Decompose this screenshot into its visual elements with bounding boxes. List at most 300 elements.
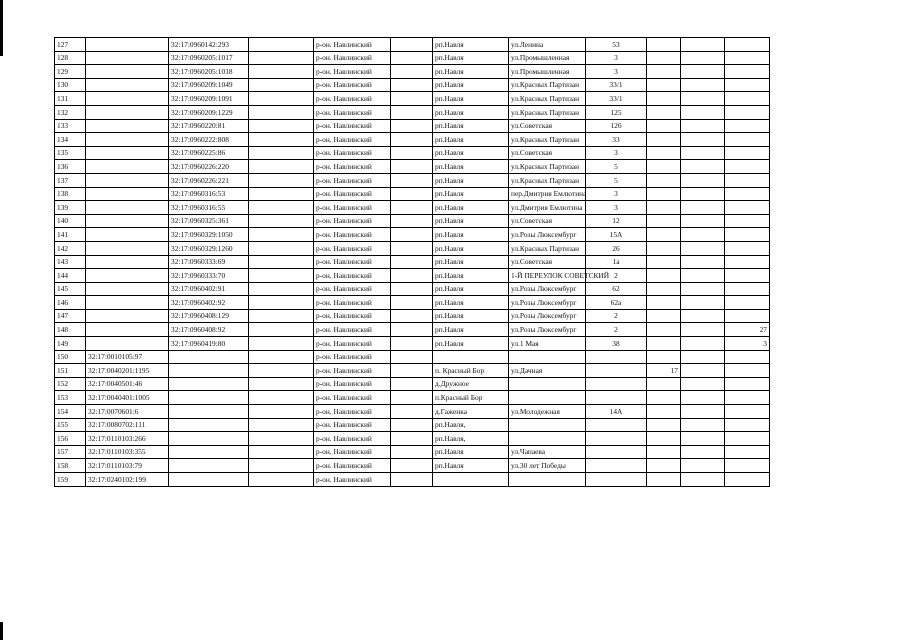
district-cell: р-он. Навлинский — [314, 78, 391, 92]
building-number-cell — [647, 296, 681, 310]
row-number-cell: 132 — [55, 105, 86, 119]
empty-cell — [391, 282, 433, 296]
settlement-cell: рп.Навля — [433, 65, 509, 79]
row-number-cell: 131 — [55, 92, 86, 106]
cadastral-number-cell — [86, 173, 169, 187]
extra-cell — [681, 255, 725, 269]
house-number-cell: 126 — [586, 119, 647, 133]
table-row — [55, 51, 770, 65]
house-number-cell: 3 — [586, 65, 647, 79]
apartment-number-cell — [725, 296, 770, 310]
house-number-cell: 26 — [586, 241, 647, 255]
building-cadastral-number-cell: 32:17:0960402:92 — [169, 296, 249, 310]
district-cell: р-он. Навлинский — [314, 255, 391, 269]
street-cell: ул.Розы Люксембург — [509, 282, 586, 296]
empty-cell — [249, 38, 314, 52]
cadastral-number-cell — [86, 51, 169, 65]
building-cadastral-number-cell: 32:17:0960329:1260 — [169, 241, 249, 255]
building-number-cell — [647, 473, 681, 487]
empty-cell — [249, 445, 314, 459]
settlement-cell — [433, 473, 509, 487]
extra-cell — [681, 296, 725, 310]
settlement-cell: рп.Навля — [433, 160, 509, 174]
apartment-number-cell — [725, 405, 770, 419]
extra-cell — [681, 337, 725, 351]
row-number-cell: 142 — [55, 241, 86, 255]
row-number-cell: 145 — [55, 282, 86, 296]
house-number-cell: 38 — [586, 337, 647, 351]
house-number-cell: 125 — [586, 105, 647, 119]
district-cell: р-он. Навлинский — [314, 296, 391, 310]
extra-cell — [681, 187, 725, 201]
cadastral-number-cell — [86, 214, 169, 228]
table-row — [55, 38, 770, 52]
table-row — [55, 228, 770, 242]
cadastral-number-cell — [86, 187, 169, 201]
district-cell: р-он. Навлинский — [314, 337, 391, 351]
street-cell: ул.Розы Люксембург — [509, 228, 586, 242]
street-cell: ул.Красных Партизан — [509, 92, 586, 106]
house-number-cell: 3 — [586, 187, 647, 201]
building-cadastral-number-cell — [169, 473, 249, 487]
extra-cell — [681, 201, 725, 215]
extra-cell — [681, 418, 725, 432]
extra-cell — [681, 269, 725, 283]
extra-cell — [681, 160, 725, 174]
empty-cell — [249, 269, 314, 283]
apartment-number-cell — [725, 350, 770, 364]
building-number-cell — [647, 51, 681, 65]
apartment-number-cell — [725, 133, 770, 147]
building-cadastral-number-cell: 32:17:0960226:220 — [169, 160, 249, 174]
extra-cell — [681, 432, 725, 446]
row-number-cell: 134 — [55, 133, 86, 147]
table-row — [55, 269, 770, 283]
table-row — [55, 146, 770, 160]
district-cell: р-он. Навлинский — [314, 173, 391, 187]
settlement-cell: рп.Навля — [433, 337, 509, 351]
extra-cell — [681, 323, 725, 337]
cadastral-number-cell: 32:17:0010105:97 — [86, 350, 169, 364]
row-number-cell: 154 — [55, 405, 86, 419]
building-number-cell — [647, 187, 681, 201]
extra-cell — [681, 377, 725, 391]
row-number-cell: 150 — [55, 350, 86, 364]
district-cell: р-он. Навлинский — [314, 323, 391, 337]
street-cell: ул.Советская — [509, 119, 586, 133]
empty-cell — [249, 51, 314, 65]
building-cadastral-number-cell — [169, 350, 249, 364]
extra-cell — [681, 445, 725, 459]
extra-cell — [681, 51, 725, 65]
building-number-cell — [647, 119, 681, 133]
extra-cell — [681, 405, 725, 419]
empty-cell — [249, 187, 314, 201]
cadastral-number-cell — [86, 160, 169, 174]
table-row — [55, 391, 770, 405]
building-cadastral-number-cell — [169, 459, 249, 473]
building-number-cell — [647, 65, 681, 79]
cadastral-number-cell — [86, 228, 169, 242]
apartment-number-cell — [725, 377, 770, 391]
cadastral-number-cell — [86, 65, 169, 79]
cadastral-number-cell — [86, 269, 169, 283]
table-row — [55, 214, 770, 228]
street-cell: ул.Розы Люксембург — [509, 309, 586, 323]
district-cell: р-он. Навлинский — [314, 119, 391, 133]
building-number-cell — [647, 160, 681, 174]
house-number-cell: 14А — [586, 405, 647, 419]
building-cadastral-number-cell: 32:17:0960329:1050 — [169, 228, 249, 242]
street-cell: ул.Советская — [509, 146, 586, 160]
table-row — [55, 473, 770, 487]
cadastral-number-cell: 32:17:0040201:1195 — [86, 364, 169, 378]
district-cell: р-он. Навлинский — [314, 418, 391, 432]
empty-cell — [249, 391, 314, 405]
district-cell: р-он. Навлинский — [314, 309, 391, 323]
table-row — [55, 119, 770, 133]
settlement-cell: рп.Навля, — [433, 418, 509, 432]
empty-cell — [391, 241, 433, 255]
empty-cell — [249, 405, 314, 419]
building-number-cell — [647, 105, 681, 119]
row-number-cell: 130 — [55, 78, 86, 92]
house-number-cell: 62а — [586, 296, 647, 310]
street-cell: ул.Красных Партизан — [509, 78, 586, 92]
extra-cell — [681, 282, 725, 296]
table-row — [55, 255, 770, 269]
cadastral-number-cell — [86, 296, 169, 310]
settlement-cell: рп.Навля — [433, 146, 509, 160]
district-cell: р-он. Навлинский — [314, 269, 391, 283]
empty-cell — [249, 78, 314, 92]
street-cell: ул.Красных Партизан — [509, 160, 586, 174]
empty-cell — [391, 255, 433, 269]
empty-cell — [391, 173, 433, 187]
district-cell: р-он. Навлинский — [314, 105, 391, 119]
building-cadastral-number-cell: 32:17:0960325:361 — [169, 214, 249, 228]
table-row — [55, 187, 770, 201]
empty-cell — [249, 296, 314, 310]
house-number-cell — [586, 459, 647, 473]
extra-cell — [681, 228, 725, 242]
empty-cell — [391, 377, 433, 391]
empty-cell — [249, 214, 314, 228]
empty-cell — [249, 241, 314, 255]
settlement-cell: п.Красный Бор — [433, 391, 509, 405]
building-cadastral-number-cell — [169, 432, 249, 446]
empty-cell — [391, 65, 433, 79]
street-cell: ул.Розы Люксембург — [509, 323, 586, 337]
settlement-cell: д.Дружное — [433, 377, 509, 391]
house-number-cell: 3 — [586, 201, 647, 215]
settlement-cell: рп.Навля — [433, 38, 509, 52]
apartment-number-cell — [725, 241, 770, 255]
house-number-cell: 15А — [586, 228, 647, 242]
apartment-number-cell: 27 — [725, 323, 770, 337]
house-number-cell: 5 — [586, 173, 647, 187]
settlement-cell: рп.Навля — [433, 214, 509, 228]
district-cell: р-он. Навлинский — [314, 350, 391, 364]
building-cadastral-number-cell: 32:17:0960316:55 — [169, 201, 249, 215]
district-cell: р-он. Навлинский — [314, 160, 391, 174]
building-number-cell — [647, 173, 681, 187]
street-cell: ул.Советская — [509, 214, 586, 228]
apartment-number-cell — [725, 418, 770, 432]
table-row — [55, 337, 770, 351]
empty-cell — [249, 309, 314, 323]
apartment-number-cell — [725, 432, 770, 446]
extra-cell — [681, 92, 725, 106]
settlement-cell: рп.Навля — [433, 309, 509, 323]
registry-rows — [55, 38, 770, 487]
building-number-cell — [647, 78, 681, 92]
empty-cell — [391, 445, 433, 459]
settlement-cell: рп.Навля — [433, 296, 509, 310]
apartment-number-cell — [725, 445, 770, 459]
settlement-cell: рп.Навля — [433, 445, 509, 459]
table-row — [55, 377, 770, 391]
empty-cell — [391, 228, 433, 242]
district-cell: р-он. Навлинский — [314, 38, 391, 52]
empty-cell — [391, 187, 433, 201]
cadastral-number-cell — [86, 38, 169, 52]
building-number-cell — [647, 405, 681, 419]
empty-cell — [391, 146, 433, 160]
building-cadastral-number-cell: 32:17:0960205:1018 — [169, 65, 249, 79]
apartment-number-cell — [725, 119, 770, 133]
extra-cell — [681, 133, 725, 147]
street-cell — [509, 473, 586, 487]
settlement-cell: рп.Навля — [433, 187, 509, 201]
row-number-cell: 151 — [55, 364, 86, 378]
apartment-number-cell — [725, 92, 770, 106]
row-number-cell: 138 — [55, 187, 86, 201]
empty-cell — [391, 92, 433, 106]
row-number-cell: 153 — [55, 391, 86, 405]
empty-cell — [249, 146, 314, 160]
empty-cell — [391, 201, 433, 215]
building-cadastral-number-cell: 32:17:0960408:129 — [169, 309, 249, 323]
scan-edge-mark-bottom — [0, 622, 3, 640]
street-cell: пер.Дмитрия Емлютина — [509, 187, 586, 201]
building-number-cell — [647, 309, 681, 323]
settlement-cell: рп.Навля — [433, 459, 509, 473]
house-number-cell: 12 — [586, 214, 647, 228]
building-number-cell — [647, 323, 681, 337]
house-number-cell: 3 — [586, 146, 647, 160]
district-cell: р-он. Навлинский — [314, 459, 391, 473]
building-cadastral-number-cell: 32:17:0960142:293 — [169, 38, 249, 52]
apartment-number-cell — [725, 65, 770, 79]
building-number-cell — [647, 38, 681, 52]
row-number-cell: 143 — [55, 255, 86, 269]
row-number-cell: 158 — [55, 459, 86, 473]
apartment-number-cell — [725, 255, 770, 269]
building-cadastral-number-cell: 32:17:0960209:1229 — [169, 105, 249, 119]
house-number-cell — [586, 445, 647, 459]
settlement-cell: рп.Навля — [433, 119, 509, 133]
settlement-cell: рп.Навля — [433, 228, 509, 242]
row-number-cell: 155 — [55, 418, 86, 432]
empty-cell — [249, 282, 314, 296]
empty-cell — [249, 432, 314, 446]
building-number-cell — [647, 214, 681, 228]
empty-cell — [249, 337, 314, 351]
cadastral-number-cell — [86, 241, 169, 255]
table-row — [55, 309, 770, 323]
house-number-cell — [586, 391, 647, 405]
district-cell: р-он. Навлинский — [314, 133, 391, 147]
table-row — [55, 105, 770, 119]
empty-cell — [391, 432, 433, 446]
settlement-cell: д.Гаженка — [433, 405, 509, 419]
building-number-cell — [647, 282, 681, 296]
building-number-cell — [647, 350, 681, 364]
cadastral-number-cell: 32:17:0240102:199 — [86, 473, 169, 487]
cadastral-number-cell — [86, 337, 169, 351]
empty-cell — [391, 364, 433, 378]
row-number-cell: 133 — [55, 119, 86, 133]
house-number-cell: 2 — [586, 309, 647, 323]
street-cell: ул.Красных Партизан — [509, 105, 586, 119]
table-row — [55, 282, 770, 296]
house-number-cell: 2 — [586, 323, 647, 337]
row-number-cell: 140 — [55, 214, 86, 228]
empty-cell — [249, 418, 314, 432]
building-cadastral-number-cell — [169, 391, 249, 405]
cadastral-number-cell — [86, 323, 169, 337]
street-cell: ул.Красных Партизан — [509, 173, 586, 187]
building-cadastral-number-cell: 32:17:0960222:808 — [169, 133, 249, 147]
house-number-cell: 3 — [586, 51, 647, 65]
apartment-number-cell — [725, 214, 770, 228]
settlement-cell: рп.Навля — [433, 173, 509, 187]
district-cell: р-он. Навлинский — [314, 445, 391, 459]
street-cell: ул.Дмитрия Емлютина — [509, 201, 586, 215]
row-number-cell: 157 — [55, 445, 86, 459]
empty-cell — [249, 173, 314, 187]
row-number-cell: 129 — [55, 65, 86, 79]
apartment-number-cell — [725, 105, 770, 119]
empty-cell — [391, 350, 433, 364]
district-cell: р-он. Навлинский — [314, 228, 391, 242]
street-cell — [509, 418, 586, 432]
row-number-cell: 147 — [55, 309, 86, 323]
row-number-cell: 152 — [55, 377, 86, 391]
row-number-cell: 146 — [55, 296, 86, 310]
building-cadastral-number-cell: 32:17:0960402:91 — [169, 282, 249, 296]
cadastral-number-cell — [86, 201, 169, 215]
settlement-cell: рп.Навля — [433, 133, 509, 147]
settlement-cell: рп.Навля — [433, 323, 509, 337]
building-cadastral-number-cell: 32:17:0960226:221 — [169, 173, 249, 187]
extra-cell — [681, 309, 725, 323]
table-row — [55, 65, 770, 79]
cadastral-number-cell: 32:17:0110103:266 — [86, 432, 169, 446]
empty-cell — [249, 364, 314, 378]
extra-cell — [681, 119, 725, 133]
building-cadastral-number-cell: 32:17:0960333:70 — [169, 269, 249, 283]
empty-cell — [249, 105, 314, 119]
table-row — [55, 92, 770, 106]
building-cadastral-number-cell: 32:17:0960408:92 — [169, 323, 249, 337]
building-number-cell — [647, 337, 681, 351]
row-number-cell: 136 — [55, 160, 86, 174]
empty-cell — [249, 228, 314, 242]
empty-cell — [391, 418, 433, 432]
empty-cell — [391, 119, 433, 133]
table-row — [55, 405, 770, 419]
extra-cell — [681, 146, 725, 160]
cadastral-number-cell: 32:17:0110103:355 — [86, 445, 169, 459]
cadastral-number-cell: 32:17:0040501:46 — [86, 377, 169, 391]
apartment-number-cell — [725, 160, 770, 174]
row-number-cell: 128 — [55, 51, 86, 65]
cadastral-number-cell — [86, 92, 169, 106]
cadastral-number-cell: 32:17:0080702:111 — [86, 418, 169, 432]
district-cell: р-он. Навлинский — [314, 146, 391, 160]
street-cell: ул.Промышленная — [509, 65, 586, 79]
row-number-cell: 148 — [55, 323, 86, 337]
cadastral-number-cell — [86, 282, 169, 296]
building-cadastral-number-cell — [169, 364, 249, 378]
street-cell — [509, 391, 586, 405]
settlement-cell — [433, 350, 509, 364]
empty-cell — [391, 309, 433, 323]
empty-cell — [391, 105, 433, 119]
apartment-number-cell: 3 — [725, 337, 770, 351]
empty-cell — [249, 65, 314, 79]
street-cell: ул.1 Мая — [509, 337, 586, 351]
cadastral-number-cell: 32:17:0070601:6 — [86, 405, 169, 419]
extra-cell — [681, 391, 725, 405]
building-number-cell: 17 — [647, 364, 681, 378]
extra-cell — [681, 65, 725, 79]
empty-cell — [391, 133, 433, 147]
building-cadastral-number-cell: 32:17:0960209:1091 — [169, 92, 249, 106]
empty-cell — [249, 133, 314, 147]
building-cadastral-number-cell: 32:17:0960220:81 — [169, 119, 249, 133]
apartment-number-cell — [725, 51, 770, 65]
building-number-cell — [647, 228, 681, 242]
district-cell: р-он. Навлинский — [314, 432, 391, 446]
cadastral-number-cell — [86, 255, 169, 269]
apartment-number-cell — [725, 146, 770, 160]
building-cadastral-number-cell: 32:17:0960316:53 — [169, 187, 249, 201]
empty-cell — [249, 473, 314, 487]
district-cell: р-он. Навлинский — [314, 377, 391, 391]
building-number-cell — [647, 418, 681, 432]
empty-cell — [391, 337, 433, 351]
settlement-cell: рп.Навля — [433, 51, 509, 65]
empty-cell — [391, 214, 433, 228]
empty-cell — [249, 255, 314, 269]
empty-cell — [391, 269, 433, 283]
table-row — [55, 418, 770, 432]
district-cell: р-он. Навлинский — [314, 187, 391, 201]
apartment-number-cell — [725, 38, 770, 52]
building-number-cell — [647, 269, 681, 283]
settlement-cell: рп.Навля — [433, 269, 509, 283]
building-number-cell — [647, 92, 681, 106]
building-cadastral-number-cell — [169, 405, 249, 419]
apartment-number-cell — [725, 309, 770, 323]
house-number-cell — [586, 364, 647, 378]
extra-cell — [681, 364, 725, 378]
building-number-cell — [647, 146, 681, 160]
house-number-cell: 1а — [586, 255, 647, 269]
